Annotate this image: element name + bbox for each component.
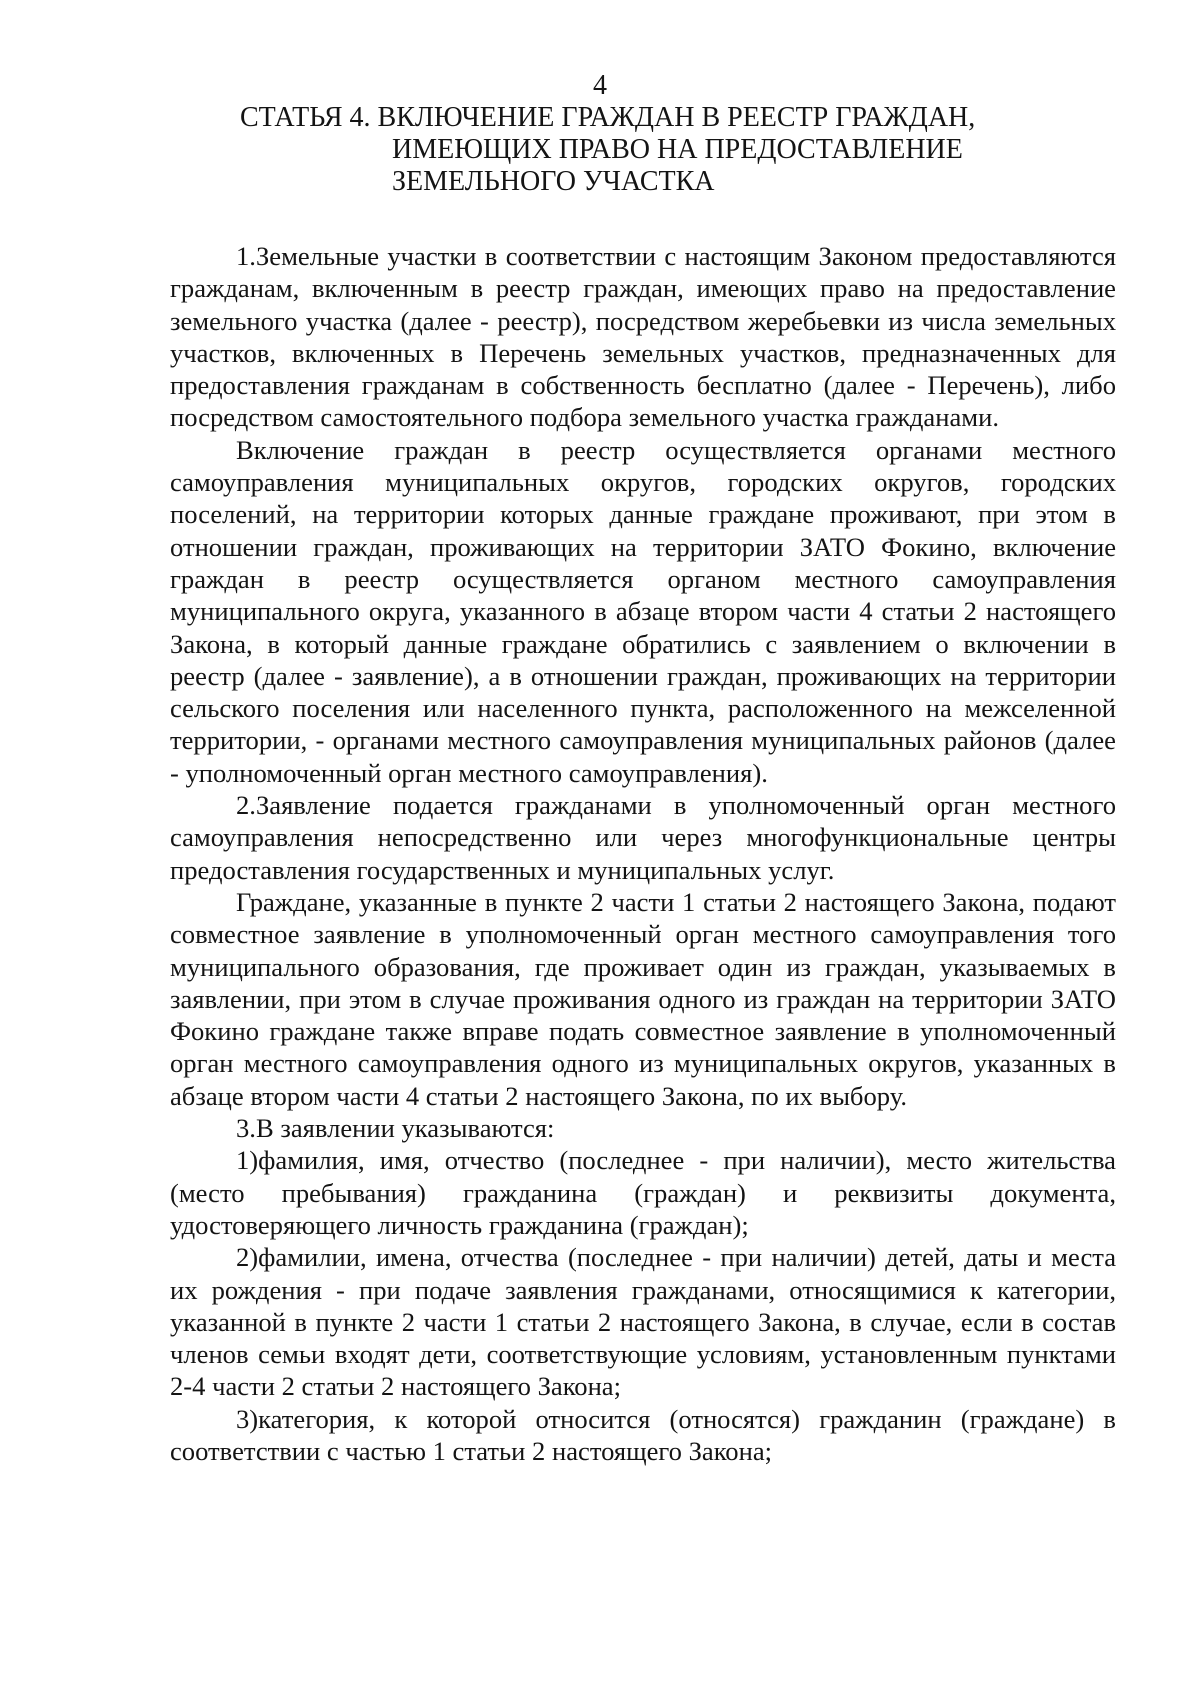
article-heading-line: ЗЕМЕЛЬНОГО УЧАСТКА [392, 166, 715, 197]
article-heading-line: СТАТЬЯ 4. ВКЛЮЧЕНИЕ ГРАЖДАН В РЕЕСТР ГРАЖДАН, [240, 102, 976, 133]
article-body [170, 240, 1116, 1467]
paragraph-item-3: 3)категория, к которой относится (относятся) гражданин (граждане) в соответствии с частью 1 статьи 2 настоящего Закона; [170, 1403, 1116, 1466]
paragraph-joint-application: Граждане, указанные в пункте 2 части 1 статьи 2 настоящего Закона, подают совместное заявление в уполномоченный орган местного самоуправления того муниципального образования, где проживает один из граждан, указываемых в заявлении, при этом в случае проживания одного из граждан на территории ЗАТО Фокино граждане также вправе подать совместное заявление в уполномоченный орган местного самоуправления одного из муниципальных округов, указанных в абзаце втором части 4 статьи 2 настоящего Закона, по их выбору. [170, 886, 1116, 1111]
paragraph-clause-1: 1.Земельные участки в соответствии с настоящим Законом предоставляются гражданам, включенным в реестр граждан, имеющих право на предоставление земельного участка (далее - реестр), посредством жеребьевки из числа земельных участков, включенных в Перечень земельных участков, предназначенных для предоставления гражданам в собственность бесплатно (далее - Перечень), либо посредством самостоятельного подбора земельного участка гражданами. [170, 241, 1116, 433]
page-number: 4 [593, 70, 607, 101]
paragraph-clause-2: 2.Заявление подается гражданами в уполномоченный орган местного самоуправления непосредственно или через многофункциональные центры предоставления государственных и муниципальных услуг. [170, 790, 1116, 885]
article-heading [240, 102, 1060, 198]
paragraph-item-1: 1)фамилия, имя, отчество (последнее - при наличии), место жительства (место пребывания) гражданина (граждан) и реквизиты документа, удостоверяющего личность гражданина (граждан); [170, 1145, 1116, 1240]
paragraph-clause-3: 3.В заявлении указываются: [236, 1113, 555, 1144]
paragraph-item-2: 2)фамилии, имена, отчества (последнее - при наличии) детей, даты и места их рождения - при подаче заявления гражданами, относящимися к категории, указанной в пункте 2 части 1 статьи 2 настоящего Закона, в случае, если в состав членов семьи входят дети, соответствующие условиям, установленным пунктами 2-4 части 2 статьи 2 настоящего Закона; [170, 1242, 1116, 1402]
article-heading-line: ИМЕЮЩИХ ПРАВО НА ПРЕДОСТАВЛЕНИЕ [392, 134, 963, 165]
paragraph-registry-inclusion: Включение граждан в реестр осуществляется органами местного самоуправления муниципальных округов, городских округов, городских поселений, на территории которых данные граждане проживают, при этом в отношении граждан, проживающих на территории ЗАТО Фокино, включение граждан в реестр осуществляется органом местного самоуправления муниципального округа, указанного в абзаце втором части 4 статьи 2 настоящего Закона, в который данные граждане обратились с заявлением о включении в реестр (далее - заявление), а в отношении граждан, проживающих на территории сельского поселения или населенного пункта, расположенного на межселенной территории, - органами местного самоуправления муниципальных районов (далее - уполномоченный орган местного самоуправления). [170, 434, 1116, 788]
